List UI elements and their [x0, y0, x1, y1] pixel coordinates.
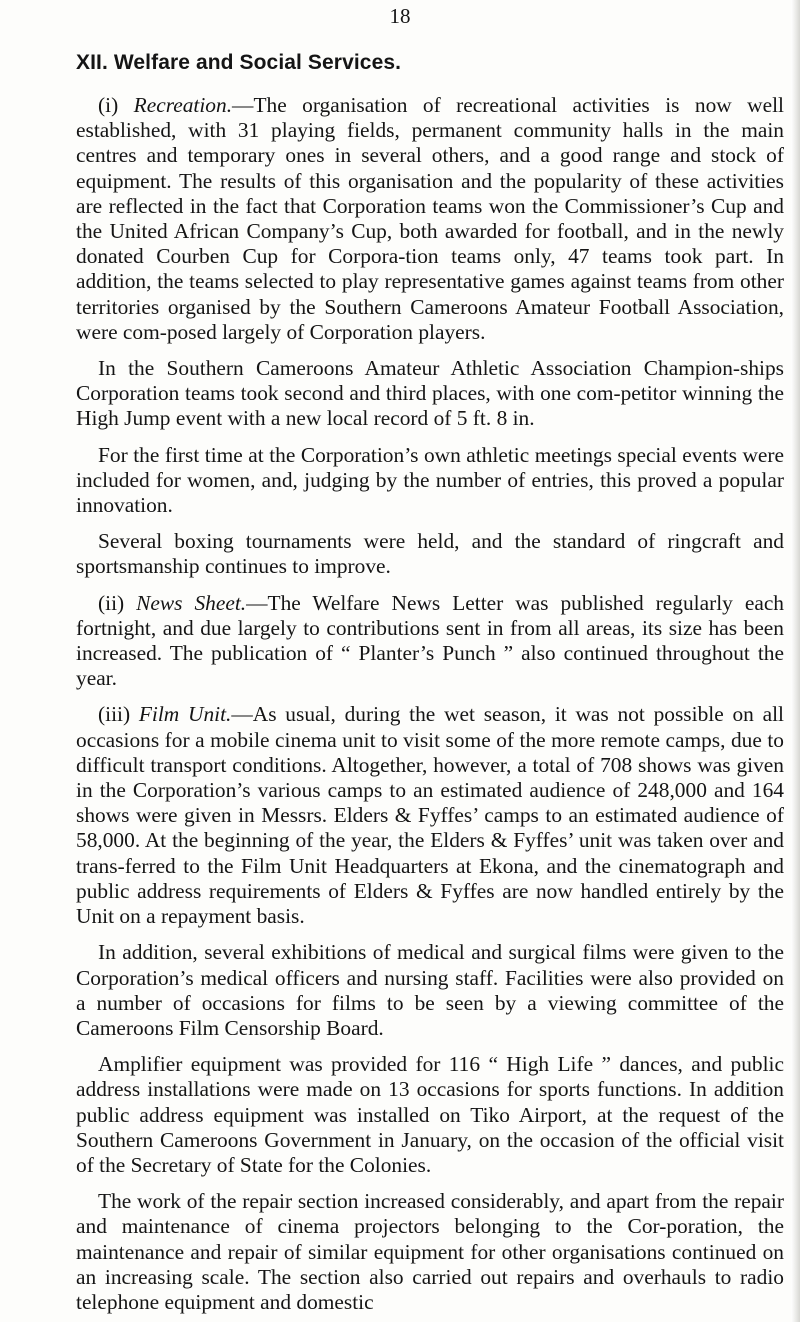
page-edge-shadow — [791, 0, 800, 1322]
section-heading: XII. Welfare and Social Services. — [76, 51, 402, 74]
paragraph-women-events — [76, 443, 784, 519]
paragraph-medical-films — [76, 940, 784, 1041]
paragraph-number: (iii) — [98, 702, 131, 727]
paragraph-recreation — [76, 93, 784, 345]
page-number: 18 — [389, 4, 411, 28]
paragraph-text: —As usual, during the wet season, it was not possible on all occasions for a mobile cinema unit to visit some of the more remote camps, due to difficult transport conditions. Altogether, however, a total of 708 shows was given in the Corporation’s various camps to an estimated audience of 248,000 and 164 shows were given in Messrs. Elders & Fyffes’ camps to an estimated audience of 58,000. At the beginning of the year, the Elders & Fyffes’ unit was taken over and trans-ferred to the Film Unit Headquarters at Ekona, and the cinematograph and public address requirements of Elders & Fyffes are now handled entirely by the Unit on a repayment basis. — [76, 702, 784, 929]
paragraph-text: In addition, several exhibitions of medical and surgical films were given to the Corporation’s medical officers and nursing staff. Facilities were also provided on a number of occasions for films to be seen by a viewing committee of the Cameroons Film Censorship Board. — [76, 940, 784, 1040]
paragraph-film-unit — [76, 702, 784, 929]
paragraph-repair-section — [76, 1189, 784, 1315]
paragraph-text: —The Welfare News Letter was published regularly each fortnight, and due largely to contributions sent in from all areas, its size has been increased. The publication of “ Planter’s Punch ” also continued throughout the year. — [76, 590, 785, 691]
paragraph-amplifier-equipment — [76, 1052, 784, 1178]
paragraph-title: Recreation. — [133, 93, 233, 117]
paragraph-text: —The organisation of recreational activities is now well established, with 31 playing fields, permanent community halls in the main centres and temporary ones in several others, and a good range and stock of equipment. The results of this organisation and the popularity of these activities are reflected in the fact that Corporation teams won the Commissioner’s Cup and the United African Company’s Cup, both awarded for football, and in the newly donated Courben Cup for Corpora-tion teams only, 47 teams took part. In addition, the teams selected to play representative games against teams from other territories organised by the Southern Cameroons Amateur Football Association, were com-posed largely of Corporation players. — [76, 93, 784, 344]
paragraph-boxing — [76, 529, 784, 579]
paragraph-text: For the first time at the Corporation’s own athletic meetings special events were included for women, and, judging by the number of entries, this proved a popular innovation. — [76, 442, 784, 518]
paragraph-text: Amplifier equipment was provided for 116 “ High Life ” dances, and public address installations were made on 13 occasions for sports functions. In addition public address equipment was installed on Tiko Airport, at the request of the Southern Cameroons Government in January, on the occasion of the official visit of the Secretary of State for the Colonies. — [76, 1052, 784, 1177]
paragraph-text: The work of the repair section increased considerably, and apart from the repair and maintenance of cinema projectors belonging to the Cor-poration, the maintenance and repair of similar equipment for other organisations continued on an increasing scale. The section also carried out repairs and overhauls to radio telephone equipment and domestic — [76, 1189, 784, 1314]
paragraph-title: News Sheet. — [136, 590, 247, 615]
paragraph-text: Several boxing tournaments were held, and the standard of ringcraft and sportsmanship continues to improve. — [76, 529, 784, 579]
paragraph-title: Film Unit. — [138, 702, 232, 727]
document-body — [76, 49, 784, 1326]
paragraph-text: In the Southern Cameroons Amateur Athletic Association Champion-ships Corporation teams took second and third places, with one com-petitor winning the High Jump event with a new local record of 5 ft. 8 in. — [76, 356, 784, 431]
paragraph-athletics-championships — [76, 356, 784, 432]
paragraph-news-sheet — [76, 591, 784, 692]
paragraph-number: (i) — [98, 93, 119, 117]
paragraph-number: (ii) — [98, 590, 125, 615]
